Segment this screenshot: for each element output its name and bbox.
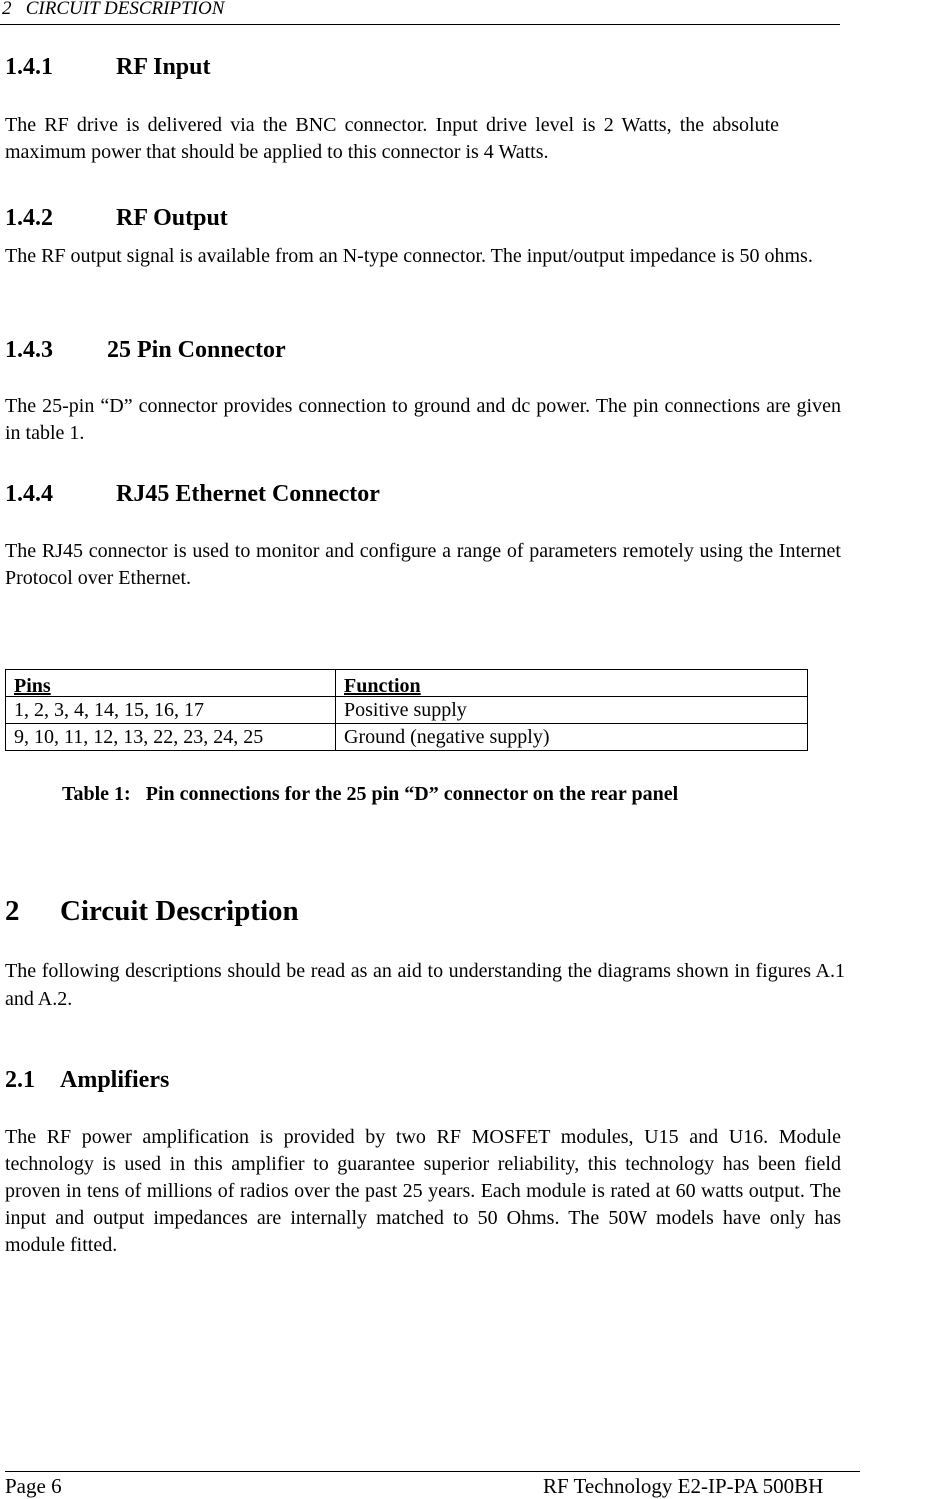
table-row [6, 697, 808, 724]
rf-input-paragraph: The RF drive is delivered via the BNC connector. Input drive level is 2 Watts, the absolute maximum power that should be applied to this connector is 4 Watts. [5, 114, 779, 163]
pin-connector-paragraph: The 25-pin “D” connector provides connection to ground and dc power. The pin connections are given in table 1. [5, 395, 841, 444]
table-cell-function: Ground (negative supply) [336, 724, 808, 751]
heading-number: 1.4.3 [5, 337, 53, 363]
table-cell-pins: 9, 10, 11, 12, 13, 22, 23, 24, 25 [6, 724, 336, 751]
table-row [6, 724, 808, 751]
pin-connections-table [5, 669, 808, 751]
footer-rule [5, 1471, 860, 1472]
rj45-paragraph: The RJ45 connector is used to monitor and configure a range of parameters remotely using the Internet Protocol over Ethernet. [5, 540, 841, 589]
amplifiers-paragraph: The RF power amplification is provided by two RF MOSFET modules, U15 and U16. Module technology is used in this amplifier to guarantee superior reliability, this technology has been field proven in tens of millions of radios over the past 25 years. Each module is rated at 60 watts output. The input and output impedances are internally matched to 50 Ohms. The 50W models have only has module fitted. [5, 1126, 841, 1256]
heading-number: 2.1 [5, 1067, 35, 1093]
table-caption: Table 1: Pin connections for the 25 pin “D” connector on the rear panel [62, 783, 679, 805]
heading-number: 1.4.4 [5, 481, 53, 507]
page-number: Page 6 [5, 1474, 62, 1498]
circuit-description-paragraph: The following descriptions should be read as an aid to understanding the diagrams shown in figures A.1 and A.2. [5, 960, 845, 1010]
table-header-row [6, 670, 808, 697]
heading-title: Amplifiers [60, 1067, 170, 1093]
heading-amplifiers [5, 1067, 169, 1094]
heading-number: 1.4.1 [5, 54, 53, 80]
heading-25-pin-connector [5, 337, 286, 364]
table-header-function: Function [336, 670, 808, 697]
rf-output-paragraph: The RF output signal is available from an N-type connector. The input/output impedance is 50 ohms. [5, 245, 813, 267]
table-header-pins: Pins [6, 670, 336, 697]
heading-rf-input [5, 54, 210, 81]
footer-product-name: RF Technology E2-IP-PA 500BH [543, 1474, 824, 1498]
table-cell-function: Positive supply [336, 697, 808, 724]
header-rule [0, 24, 840, 25]
heading-title: RJ45 Ethernet Connector [116, 481, 380, 507]
running-header: 2 CIRCUIT DESCRIPTION [2, 0, 225, 19]
heading-title: Circuit Description [60, 895, 299, 927]
heading-number: 2 [5, 895, 20, 927]
heading-number: 1.4.2 [5, 205, 53, 231]
heading-title: 25 Pin Connector [107, 337, 286, 363]
heading-rf-output [5, 205, 228, 232]
heading-title: RF Output [116, 205, 228, 231]
heading-title: RF Input [116, 54, 211, 80]
heading-rj45-connector [5, 481, 380, 508]
heading-circuit-description [5, 895, 299, 928]
table-cell-pins: 1, 2, 3, 4, 14, 15, 16, 17 [6, 697, 336, 724]
